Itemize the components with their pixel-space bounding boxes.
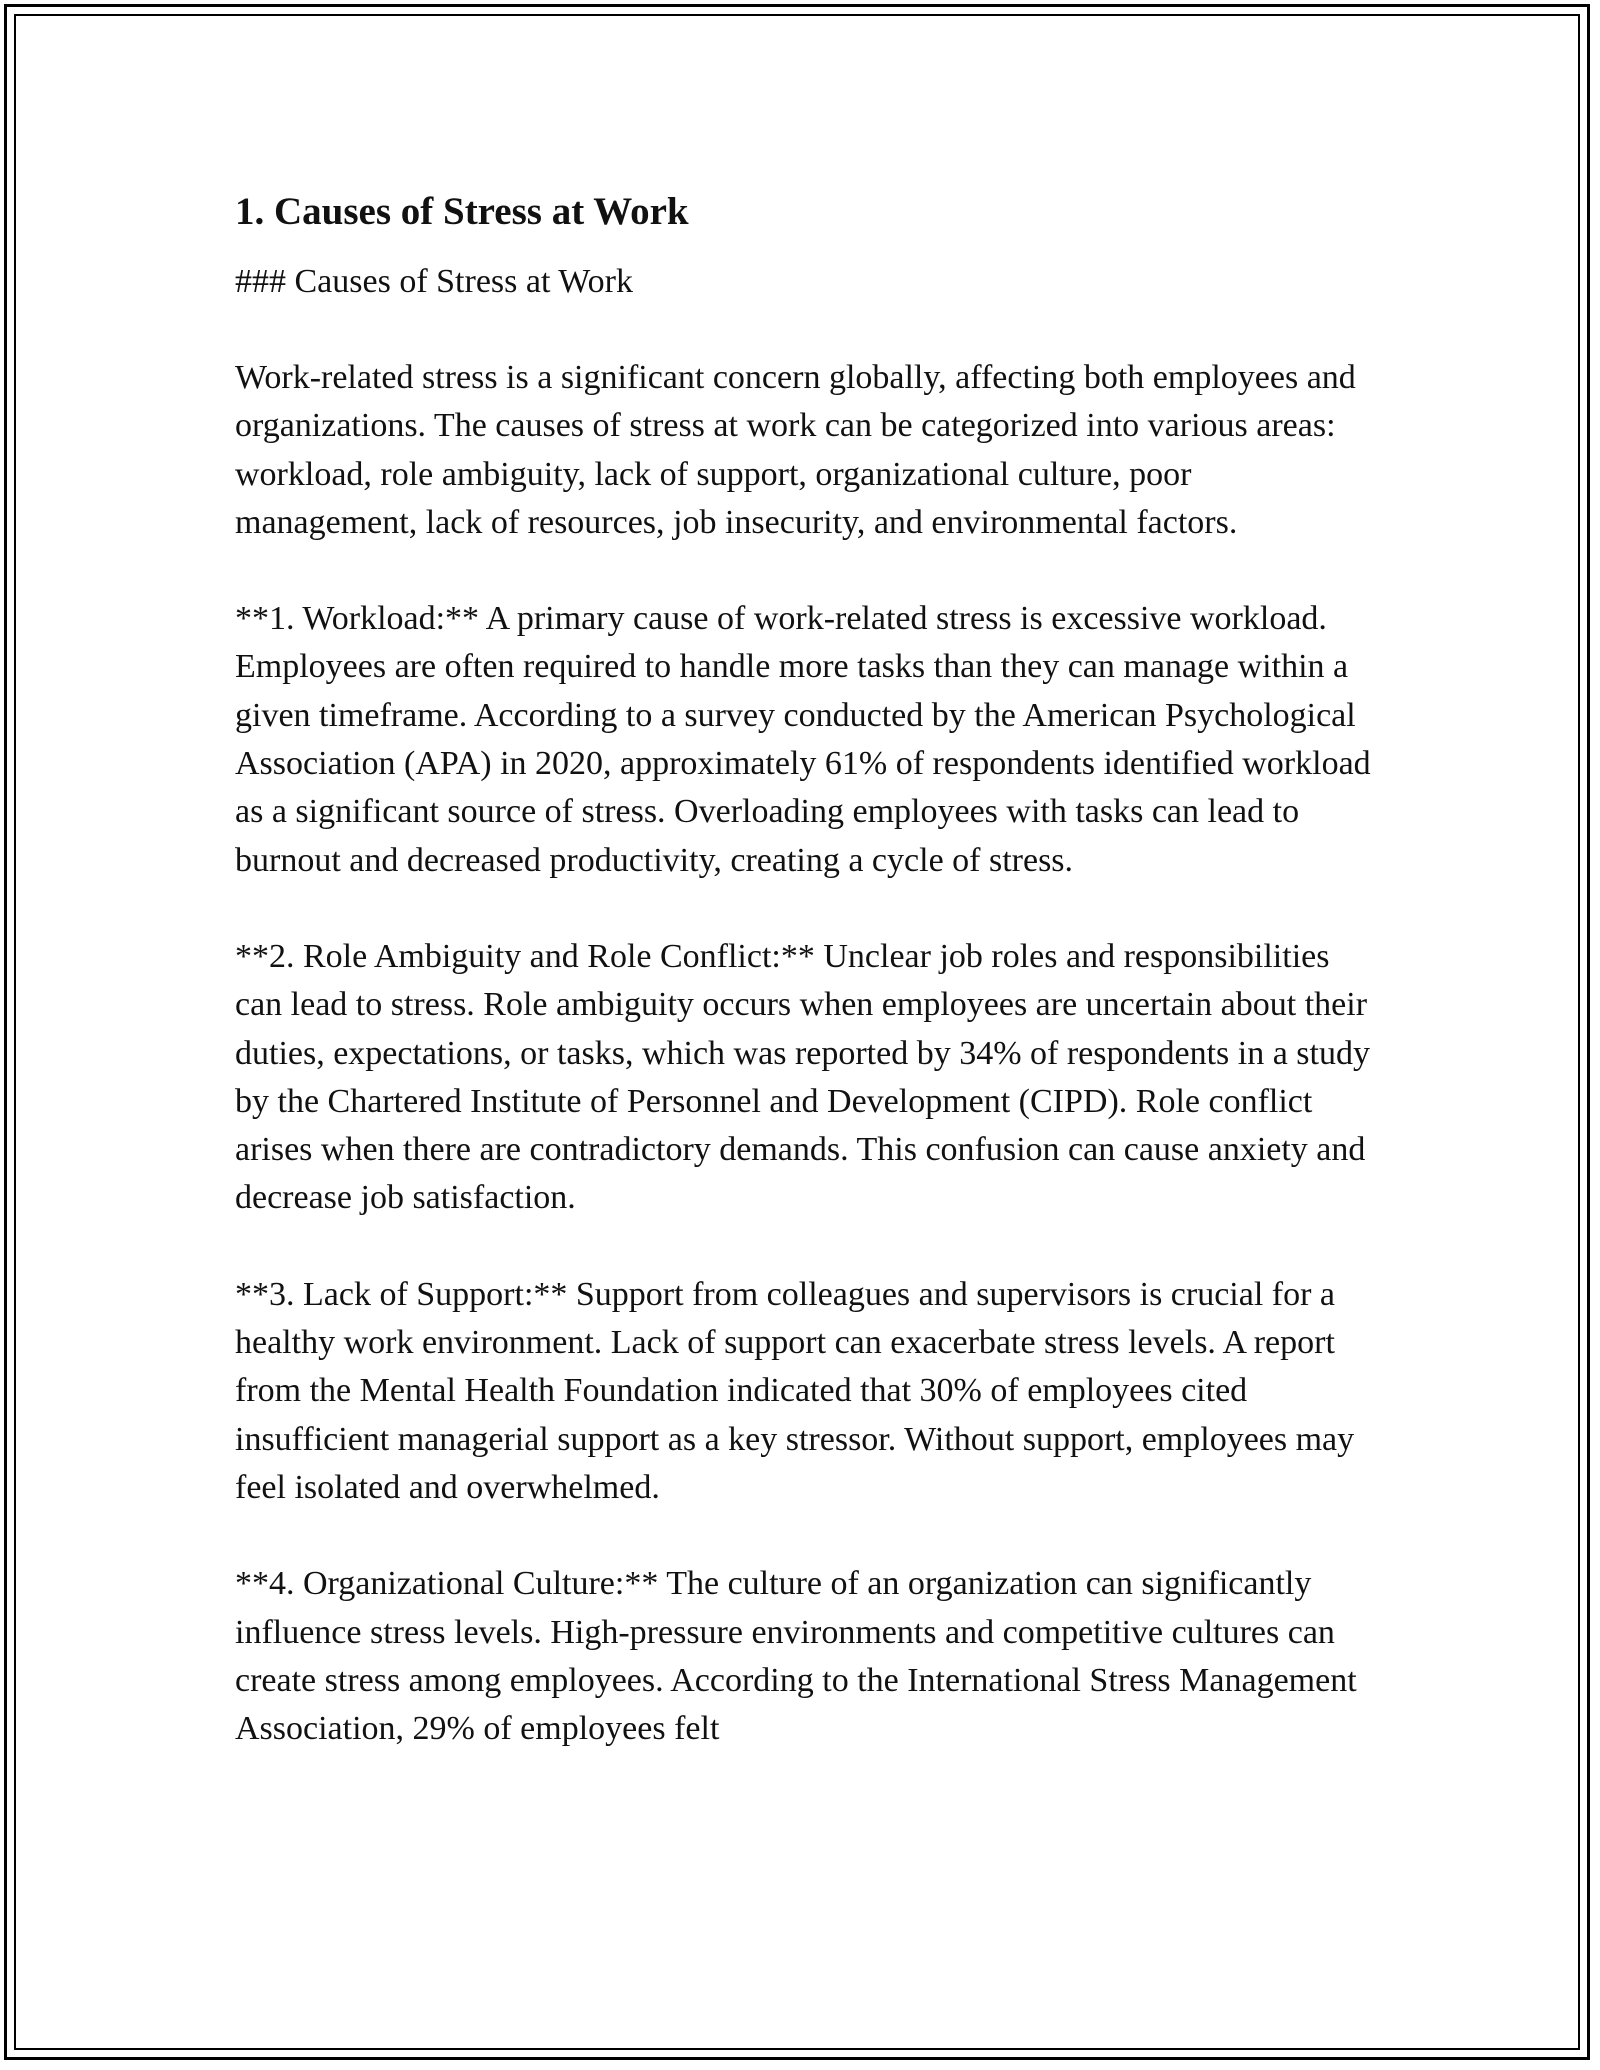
paragraph-workload: **1. Workload:** A primary cause of work-related stress is excessive workload. Employees are often required to handle more tasks than they can manage within a given timeframe. According to a survey conducted by the American Psychological Association (APA) in 2020, approximately 61% of respondents identified workload as a significant source of stress. Overloading employees with tasks can lead to burnout and decreased productivity, creating a cycle of stress. (235, 600, 1371, 879)
document-heading: 1. Causes of Stress at Work (235, 190, 689, 233)
document-body (235, 186, 1375, 1801)
paragraph-intro: Work-related stress is a significant concern globally, affecting both employees and organizations. The causes of stress at work can be categorized into various areas: workload, role ambiguity, lack of support, organizational culture, poor management, lack of resources, job insecurity, and environmental factors. (235, 359, 1356, 541)
paragraph-role-ambiguity: **2. Role Ambiguity and Role Conflict:** Unclear job roles and responsibilities can lead to stress. Role ambiguity occurs when employees are uncertain about their duties, expectations, or tasks, which was reported by 34% of respondents in a study by the Chartered Institute of Personnel and Development (CIPD). Role conflict arises when there are contradictory demands. This confusion can cause anxiety and decrease job satisfaction. (235, 937, 1370, 1217)
paragraph-lack-of-support: **3. Lack of Support:** Support from colleagues and supervisors is crucial for a healthy work environment. Lack of support can exacerbate stress levels. A report from the Mental Health Foundation indicated that 30% of employees cited insufficient managerial support as a key stressor. Without support, employees may feel isolated and overwhelmed. (235, 1275, 1355, 1506)
document-subheading: ### Causes of Stress at Work (235, 263, 633, 300)
paragraph-organizational-culture: **4. Organizational Culture:** The culture of an organization can significantly influence stress levels. High-pressure environments and competitive cultures can create stress among employees. According to the International Stress Management Association, 29% of employees felt (235, 1565, 1357, 1748)
